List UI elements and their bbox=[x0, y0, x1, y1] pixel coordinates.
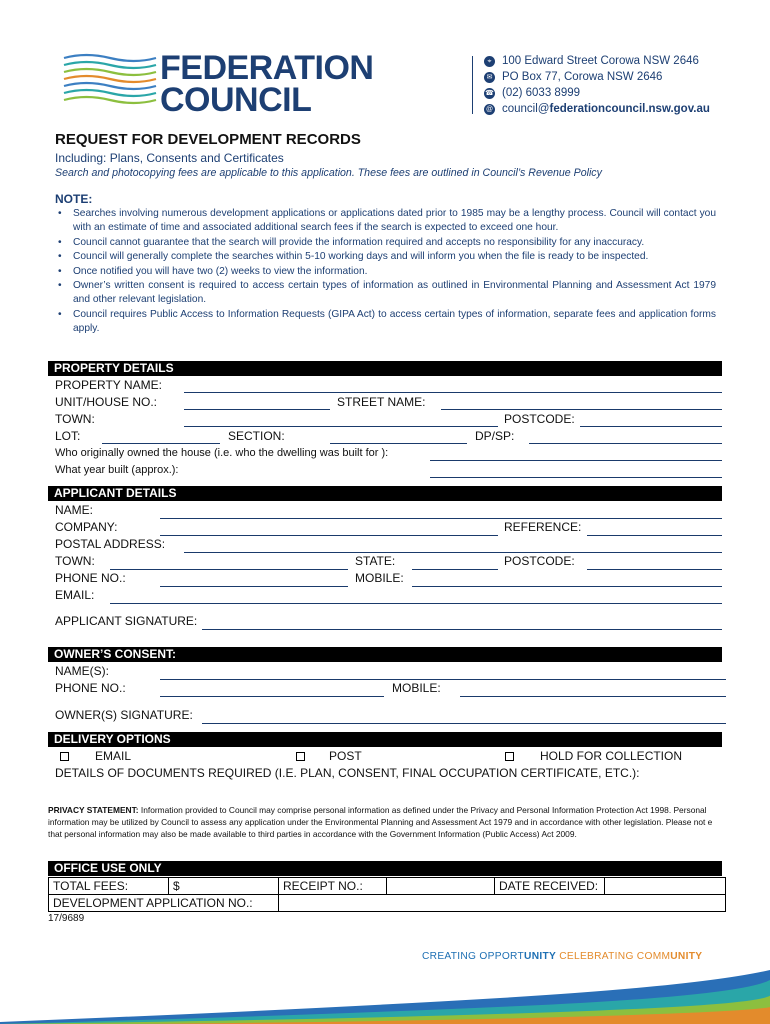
po-box-text: PO Box 77, Corowa NSW 2646 bbox=[502, 71, 663, 83]
postal-address-label: POSTAL ADDRESS: bbox=[55, 537, 166, 551]
total-fees-label: TOTAL FEES: bbox=[49, 878, 169, 895]
checkbox-icon[interactable] bbox=[505, 752, 514, 761]
applicant-phone-label: PHONE NO.: bbox=[55, 571, 126, 585]
delivery-option-post[interactable]: POST bbox=[296, 749, 362, 763]
page-title: REQUEST FOR DEVELOPMENT RECORDS bbox=[55, 131, 361, 148]
postal-address-field[interactable] bbox=[184, 552, 722, 553]
applicant-postcode-field[interactable] bbox=[587, 569, 722, 570]
postcode-label: POSTCODE: bbox=[504, 412, 575, 426]
year-built-field[interactable] bbox=[430, 477, 722, 478]
applicant-name-field[interactable] bbox=[160, 518, 722, 519]
phone-text: (02) 6033 8999 bbox=[502, 87, 581, 99]
state-field[interactable] bbox=[412, 569, 498, 570]
contact-block bbox=[484, 53, 710, 117]
at-icon: @ bbox=[485, 105, 494, 113]
town-label: TOWN: bbox=[55, 412, 95, 426]
lot-label: LOT: bbox=[55, 429, 81, 443]
applicant-town-label: TOWN: bbox=[55, 554, 95, 568]
note-item: • Council requires Public Access to Information Requests (GIPA Act) to access certain types of information, separate fees and application forms apply. bbox=[56, 308, 716, 337]
privacy-statement bbox=[48, 805, 718, 840]
property-name-field[interactable] bbox=[184, 392, 722, 393]
privacy-text: Information provided to Council may comprise personal information as defined under the Privacy and Personal Information Protection Act 1998. Personal information may be utilized by Council to assess any application under the Environmental Planning and Assessment Act 1979 and in accordance with other legislation. Please not e that personal information may also be made available to third parties in accordance with the Government Information (Public Access) Act 2009. bbox=[48, 805, 713, 839]
state-label: STATE: bbox=[355, 554, 396, 568]
owner-phone-field[interactable] bbox=[160, 696, 384, 697]
note-item: • Council cannot guarantee that the search will provide the information required and accepts no responsibility for any inaccuracy. bbox=[56, 236, 716, 250]
town-field[interactable] bbox=[184, 426, 498, 427]
original-owner-field[interactable] bbox=[430, 460, 722, 461]
note-heading: NOTE: bbox=[55, 192, 93, 206]
council-logo bbox=[62, 52, 158, 108]
document-code: 17/9689 bbox=[48, 913, 85, 924]
privacy-heading: PRIVACY STATEMENT: bbox=[48, 805, 139, 815]
company-field[interactable] bbox=[160, 535, 498, 536]
owner-phone-label: PHONE NO.: bbox=[55, 681, 126, 695]
note-item: • Owner’s written consent is required to access certain types of information as outlined in Environmental Planning and Assessment Act 1979 and other relevant legislation. bbox=[56, 279, 716, 308]
delivery-option-hold[interactable]: HOLD FOR COLLECTION bbox=[505, 749, 682, 763]
phone-icon: ☎ bbox=[485, 89, 494, 97]
applicant-signature-field[interactable] bbox=[202, 629, 722, 630]
email-text[interactable]: council@federationcouncil.nsw.gov.au bbox=[502, 103, 710, 115]
da-number-value[interactable] bbox=[279, 895, 726, 912]
office-use-heading: OFFICE USE ONLY bbox=[48, 861, 722, 876]
company-label: COMPANY: bbox=[55, 520, 118, 534]
year-built-label: What year built (approx.): bbox=[55, 464, 179, 476]
notes-list bbox=[56, 207, 716, 337]
delivery-options-heading: DELIVERY OPTIONS bbox=[48, 732, 722, 747]
postcode-field[interactable] bbox=[580, 426, 722, 427]
original-owner-label: Who originally owned the house (i.e. who the dwelling was built for ): bbox=[55, 447, 389, 459]
dp-label: DP/SP: bbox=[475, 429, 515, 443]
street-label: STREET NAME: bbox=[337, 395, 426, 409]
total-fees-value[interactable]: $ bbox=[169, 878, 279, 895]
owner-mobile-field[interactable] bbox=[460, 696, 726, 697]
receipt-value[interactable] bbox=[387, 878, 495, 895]
street-field[interactable] bbox=[441, 409, 722, 410]
section-field[interactable] bbox=[330, 443, 467, 444]
receipt-label: RECEIPT NO.: bbox=[279, 878, 387, 895]
applicant-phone-field[interactable] bbox=[160, 586, 348, 587]
lot-field[interactable] bbox=[102, 443, 220, 444]
note-item: • Council will generally complete the searches within 5-10 working days and will inform you when the file is ready to be inspected. bbox=[56, 250, 716, 264]
date-received-label: DATE RECEIVED: bbox=[495, 878, 605, 895]
applicant-postcode-label: POSTCODE: bbox=[504, 554, 575, 568]
note-item: • Once notified you will have two (2) weeks to view the information. bbox=[56, 265, 716, 279]
applicant-town-field[interactable] bbox=[110, 569, 348, 570]
checkbox-icon[interactable] bbox=[60, 752, 69, 761]
note-item: • Searches involving numerous development applications or applications dated prior to 1985 may be a lengthy process. Council will contact you with an estimate of time and associated additional search fees if the search is expected to exceed one hour. bbox=[56, 207, 716, 236]
office-use-table bbox=[48, 877, 726, 912]
location-icon: ⌖ bbox=[484, 56, 495, 67]
reference-field[interactable] bbox=[587, 535, 722, 536]
applicant-mobile-field[interactable] bbox=[412, 586, 722, 587]
address-text: 100 Edward Street Corowa NSW 2646 bbox=[502, 55, 699, 67]
mail-icon: ✉ bbox=[484, 72, 495, 83]
reference-label: REFERENCE: bbox=[504, 520, 582, 534]
applicant-email-label: EMAIL: bbox=[55, 588, 95, 602]
delivery-option-email[interactable]: EMAIL bbox=[60, 749, 131, 763]
owner-names-label: NAME(S): bbox=[55, 664, 109, 678]
owner-signature-field[interactable] bbox=[202, 723, 726, 724]
property-name-label: PROPERTY NAME: bbox=[55, 378, 162, 392]
applicant-details-heading: APPLICANT DETAILS bbox=[48, 486, 722, 501]
owner-consent-heading: OWNER’S CONSENT: bbox=[48, 647, 722, 662]
section-label: SECTION: bbox=[228, 429, 285, 443]
council-name-line1: FEDERATION bbox=[160, 49, 374, 87]
property-details-heading: PROPERTY DETAILS bbox=[48, 361, 722, 376]
owner-signature-label: OWNER(S) SIGNATURE: bbox=[55, 708, 193, 722]
checkbox-icon[interactable] bbox=[296, 752, 305, 761]
owner-mobile-label: MOBILE: bbox=[392, 681, 441, 695]
council-name-line2: COUNCIL bbox=[160, 81, 312, 119]
page-subtitle: Including: Plans, Consents and Certificates bbox=[55, 151, 284, 165]
unit-field[interactable] bbox=[184, 409, 330, 410]
applicant-mobile-label: MOBILE: bbox=[355, 571, 404, 585]
header-divider bbox=[472, 56, 473, 114]
date-received-value[interactable] bbox=[605, 878, 726, 895]
applicant-name-label: NAME: bbox=[55, 503, 94, 517]
applicant-email-field[interactable] bbox=[110, 603, 722, 604]
dp-field[interactable] bbox=[529, 443, 722, 444]
footer-slogan: CREATING OPPORTUNITY CELEBRATING COMMUNITY bbox=[422, 951, 703, 962]
documents-required-label: DETAILS OF DOCUMENTS REQUIRED (I.E. PLAN, CONSENT, FINAL OCCUPATION CERTIFICATE, ETC.): bbox=[55, 766, 640, 780]
unit-label: UNIT/HOUSE NO.: bbox=[55, 395, 158, 409]
footer-waves bbox=[0, 970, 770, 1024]
fee-note: Search and photocopying fees are applicable to this application. These fees are outlined in Council’s Revenue Policy bbox=[55, 167, 602, 179]
owner-names-field[interactable] bbox=[160, 679, 726, 680]
da-number-label: DEVELOPMENT APPLICATION NO.: bbox=[49, 895, 279, 912]
applicant-signature-label: APPLICANT SIGNATURE: bbox=[55, 614, 198, 628]
